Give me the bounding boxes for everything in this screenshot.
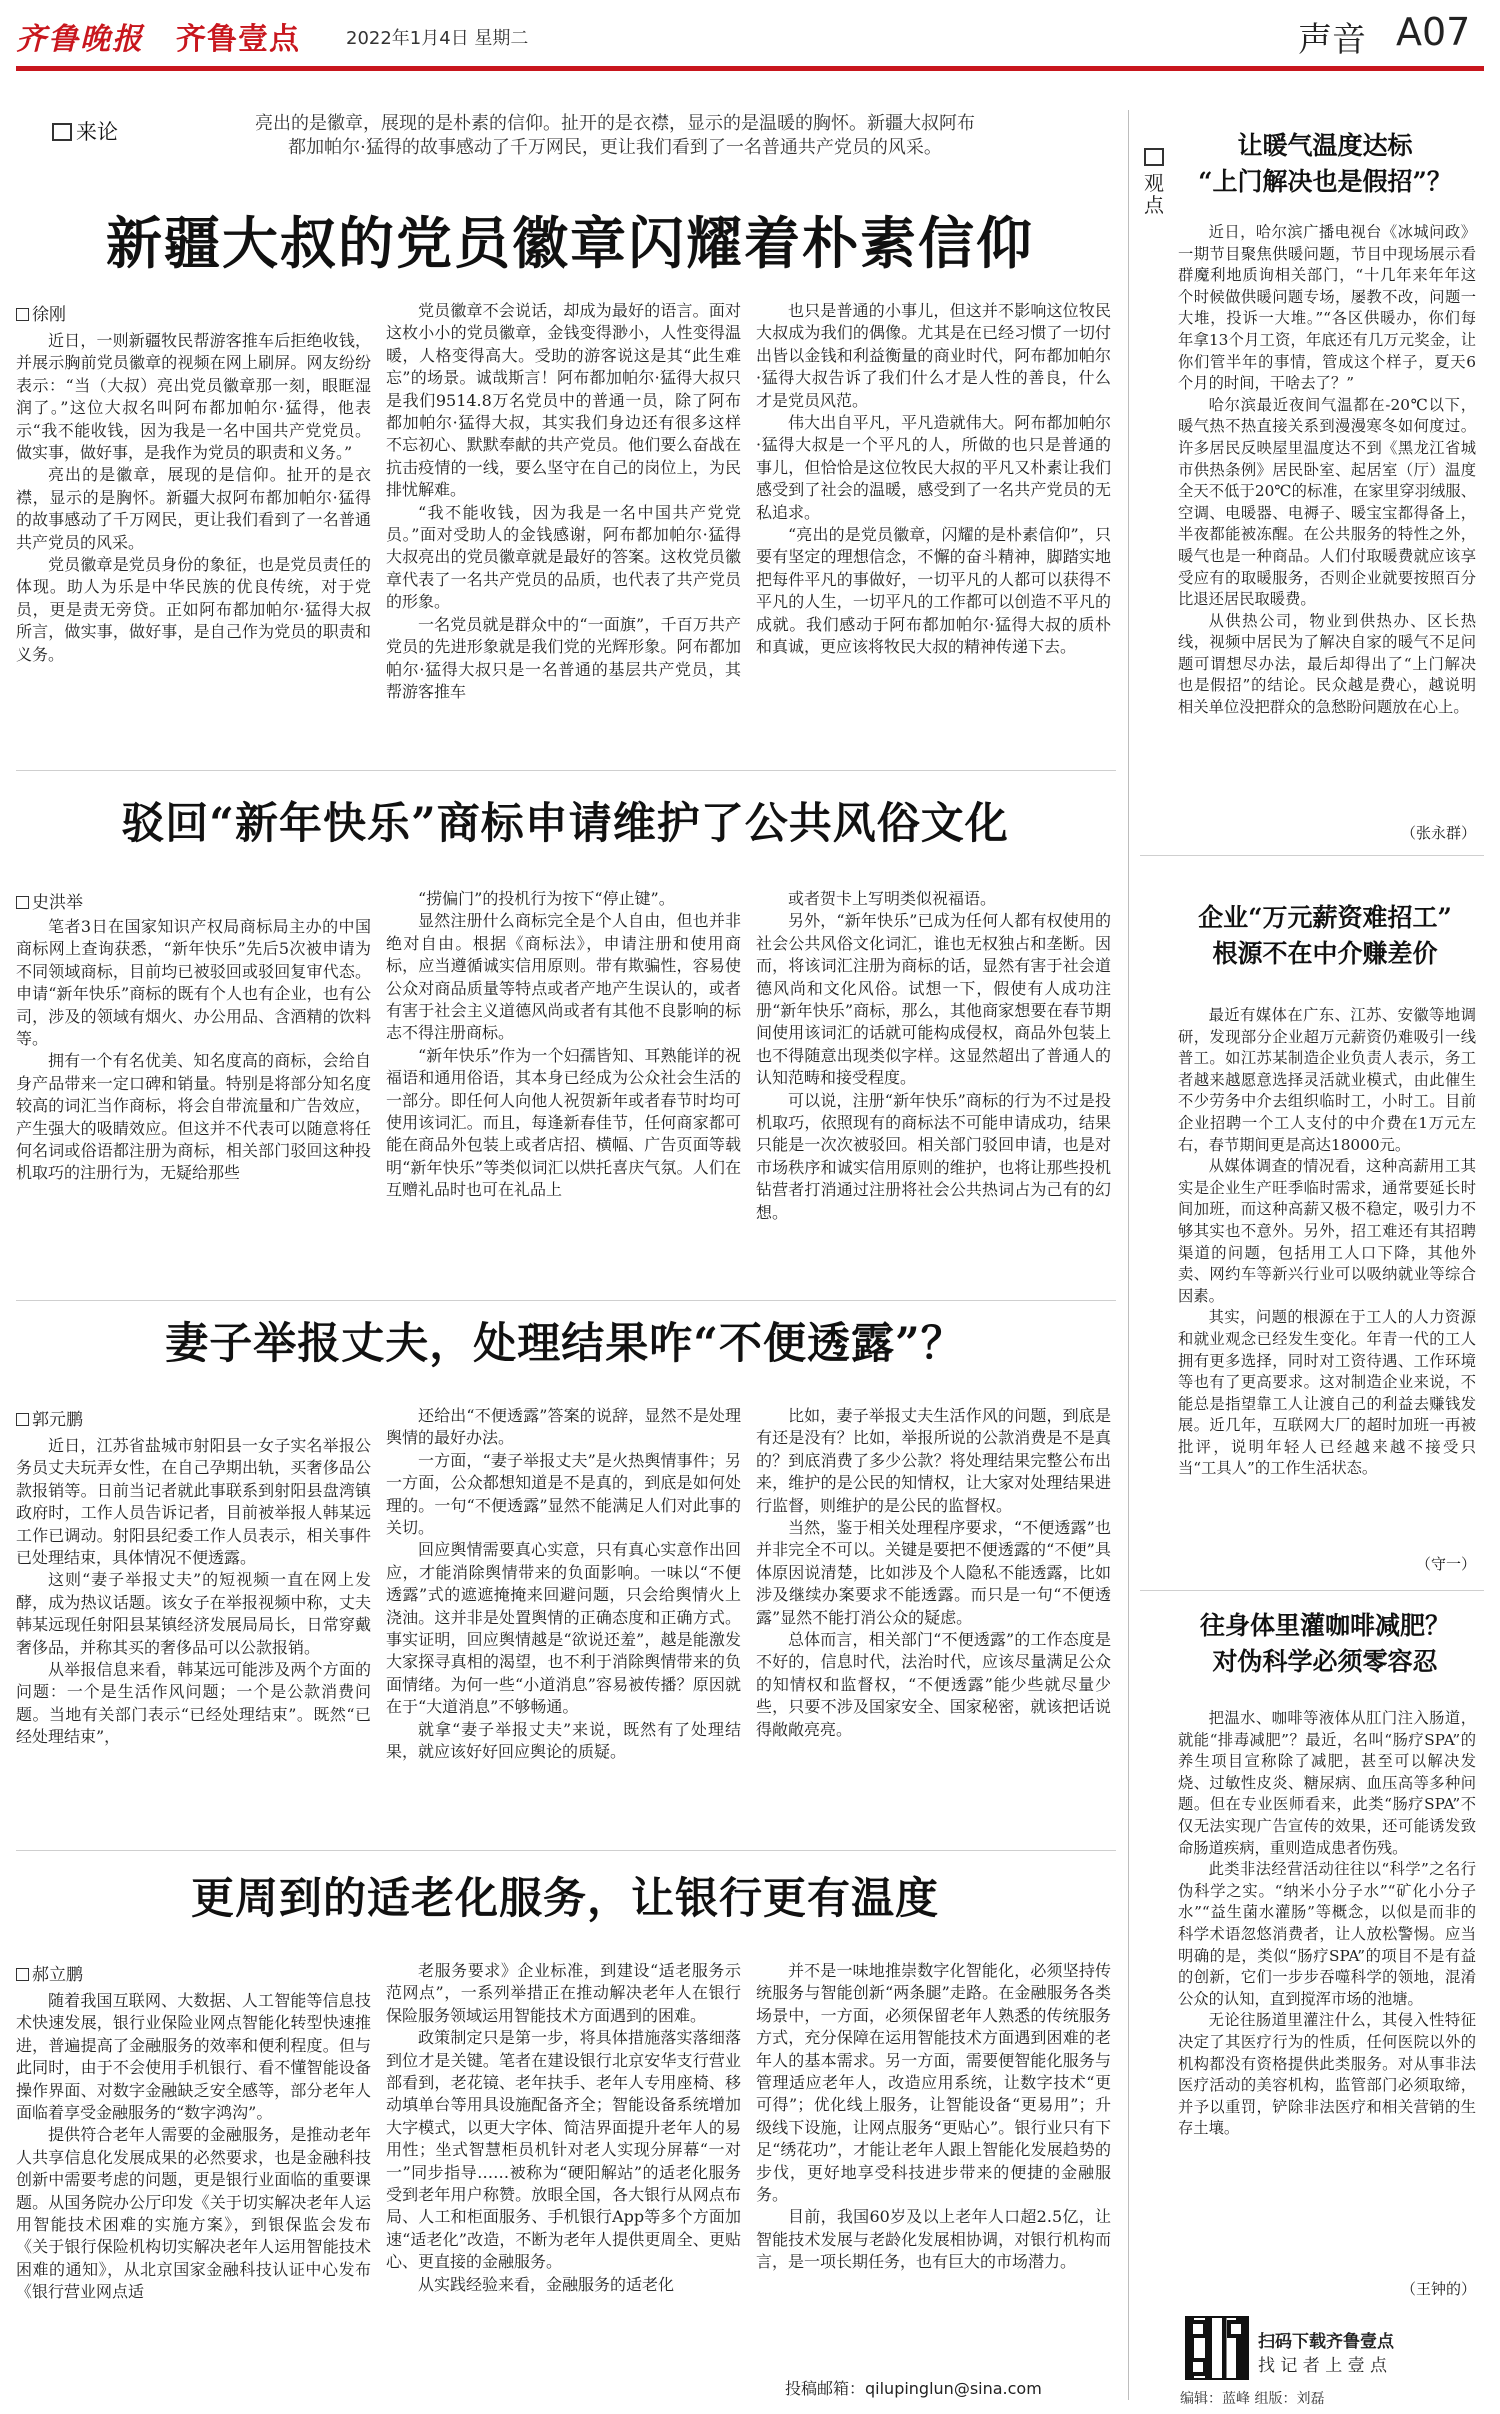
sidebar-item-2-title: 企业“万元薪资难招工” 根源不在中介赚差价 — [1198, 903, 1452, 968]
article-4-byline: 郝立鹏 — [16, 1960, 83, 1985]
masthead — [16, 8, 1484, 64]
sidebar-item-3-title: 往身体里灌咖啡减肥？ 对伪科学必须零容忍 — [1199, 1611, 1450, 1676]
sidebar-item-1-title: 让暖气温度达标 “上门解决也是假招”？ — [1198, 131, 1452, 196]
article-3-col-2: 还给出“不便透露”答案的说辞，显然不是处理舆情的最好办法。 一方面，“妻子举报丈夫”是火热舆情事件；另一方面，公众都想知道是不是真的，到底是如何处理的。一句“不便透露”显然不能满足人们对此事的关切。 回应舆情需要真心实意，只有真心实意作出回应，才能消除舆情带来的负面影响。一味以“不便透露”式的遮遮掩掩来回避问题，只会给舆情火上浇油。这并非是处置舆情的正确态度和正确方式。事实证明，回应舆情越是“欲说还羞”，越是能激发大家探寻真相的渴望，也不利于消除舆情带来的负面情绪。为何一些“小道消息”容易被传播？原因就在于“大道消息”不够畅通。 就拿“妻子举报丈夫”来说，既然有了处理结果，就应该好好回应舆论的质疑。 — [386, 1406, 741, 1762]
divider — [16, 770, 1116, 771]
article-4-col-2: 老服务要求》企业标准，到建设“适老服务示范网点”，一系列举措正在推动解决老年人在银行保险服务领域运用智能技术方面遇到的困难。 政策制定只是第一步，将具体措施落实落细落到位才是关键。笔者在建设银行北京安华支行营业部看到，老花镜、老年扶手、老年人专用座椅、移动填单台等用具设施配备齐全；智能设备系统增加大字模式，以更大字体、简洁界面提升老年人的易用性；坐式智慧柜员机针对老人实现分屏幕“一对一”同步指导……被称为“硬阳解站”的适老化服务受到老年用户称赞。放眼全国，各大银行从网点布局、人工和柜面服务、手机银行App等多个方面加速“适老化”改造，不断为老年人提供更周全、更贴心、更直接的金融服务。 从实践经验来看，金融服务的适老化 — [386, 1961, 741, 2294]
article-1-byline: 徐刚 — [16, 300, 66, 325]
sidebar-item-3-body: 把温水、咖啡等液体从肛门注入肠道，就能“排毒减肥”？最近，名叫“肠疗SPA”的养生项目宣称除了减肥，甚至可以解决发烧、过敏性皮炎、糖尿病、血压高等多种问题。但在专业医师看来，此类“肠疗SPA”不仅无法实现广告宣传的效果，还可能诱发致命肠道疾病，重则造成患者伤残。 此类非法经营活动往往以“科学”之名行伪科学之实。“纳米小分子水”“矿化小分子水”“益生菌水灌肠”等概念，以似是而非的科学术语忽悠消费者，让人放松警惕。应当明确的是，类似“肠疗SPA”的项目不是有益的创新，它们一步步吞噬科学的领地，混淆公众的认知，直到搅浑市场的池塘。 无论往肠道里灌注什么，其侵入性特征决定了其医疗行为的性质，任何医院以外的机构都没有资格提供此类服务。对从事非法医疗活动的美容机构，监管部门必须取缔，并予以重罚，铲除非法医疗和相关营销的生存土壤。 — [1178, 1709, 1476, 2138]
sidebar-item-2-body: 最近有媒体在广东、江苏、安徽等地调研，发现部分企业超万元薪资仍难吸引一线普工。如江苏某制造企业负责人表示，务工者越来越愿意选择灵活就业模式，由此催生不少劳务中介去组织临时工，小时工。目前企业招聘一个工人支付的中介费在1万元左右，春节期间更是高达18000元。 从媒体调查的情况看，这种高薪用工其实是企业生产旺季临时需求，通常要延长时间加班，而这种高薪又极不稳定，吸引力不够其实也不意外。另外，招工难还有其招聘渠道的问题，包括用工人口下降，其他外卖、网约车等新兴行业可以吸纳就业等综合因素。 其实，问题的根源在于工人的人力资源和就业观念已经发生变化。年青一代的工人拥有更多选择，同时对工资待遇、工作环境等也有了更高要求。这对制造企业来说，不能总是指望靠工人让渡自己的利益去赚钱发展。近几年，互联网大厂的超时加班一再被批评，说明年轻人已经越来越不接受只当“工具人”的工作生活状态。 — [1178, 1006, 1476, 1478]
column-rule — [1128, 110, 1129, 2400]
article-2-col-2: “捞偏门”的投机行为按下“停止键”。 显然注册什么商标完全是个人自由，但也并非绝对自由。根据《商标法》，申请注册和使用商标，应当遵循诚实信用原则。带有欺骗性，容易使公众对商品质量等特点或者产地产生误认的，或者有害于社会主义道德风尚或者有其他不良影响的标志不得注册商标。 “新年快乐”作为一个妇孺皆知、耳熟能详的祝福语和通用俗语，其本身已经成为公众社会生活的一部分。即任何人向他人祝贺新年或者春节时均可使用该词汇。而且，每逢新春佳节，任何商家都可能在商品外包装上或者店招、横幅、广告页面等载明“新年快乐”等类似词汇以烘托喜庆气氛。人们在互赠礼品时也可在礼品上 — [386, 889, 741, 1200]
article-1-col-1: 近日，一则新疆牧民帮游客推车后拒绝收钱，并展示胸前党员徽章的视频在网上刷屏。网友纷纷表示：“当（大叔）亮出党员徽章那一刻，眼眶湿润了。”这位大叔名叫阿布都加帕尔·猛得，他表示“我不能收钱，因为我是一名中国共产党党员。做实事，做好事，是我作为党员的职责和义务。” 亮出的是徽章，展现的是信仰。扯开的是衣襟，显示的是胸怀。新疆大叔阿布都加帕尔·猛得的故事感动了千万网民，更让我们看到了一名普通共产党员的风采。 党员徽章是党员身份的象征，也是党员责任的体现。助人为乐是中华民族的优良传统，对于党员，更是责无旁贷。正如阿布都加帕尔·猛得大叔所言，做实事，做好事，是自己作为党员的职责和义务。 — [16, 331, 371, 664]
divider — [1140, 1590, 1484, 1591]
divider — [16, 1300, 1116, 1301]
submission-email: 投稿邮箱：qilupinglun@sina.com — [785, 2379, 1042, 2398]
square-icon — [1144, 148, 1164, 166]
qr-caption: 扫码下载齐鲁壹点 找 记 者 上 壹 点 — [1258, 2332, 1394, 2376]
sidebar-item-1-body: 近日，哈尔滨广播电视台《冰城问政》一期节目聚焦供暖问题，节目中现场展示看群魔利地质询相关部门，“十几年来年年这个时候做供暖问题专场，屡教不改，问题一大堆，投诉一大堆。”“各区供暖办，你们每年拿13个月工资，年底还有几万元奖金，让你们管半年的事情，管成这个样子，夏天6个月的时间，干啥去了？” 哈尔滨最近夜间气温都在-20℃以下，暖气热不热直接关系到漫漫寒冬如何度过。许多居民反映屋里温度达不到《黑龙江省城市供热条例》居民卧室、起居室（厅）温度全天不低于20℃的标准，在家里穿羽绒服、空调、电暖器、电褥子、暖宝宝都得备上，半夜都能被冻醒。在公共服务的特性之外，暖气也是一种商品。人们付取暖费就应该享受应有的取暖服务，否则企业就要按照百分比退还居民取暖费。 从供热公司，物业到供热办、区长热线，视频中居民为了解决自家的暖气不足问题可谓想尽办法，最后却得出了“上门解决也是假招”的结论。民众越是费心，越说明相关单位没把群众的急愁盼问题放在心上。 — [1178, 223, 1476, 717]
article-4-headline: 更周到的适老化服务，让银行更有温度 — [191, 1874, 939, 1924]
article-4-col-3: 并不是一味地推崇数字化智能化，必须坚持传统服务与智能创新“两条腿”走路。在金融服务各类场景中，一方面，必须保留老年人熟悉的传统服务方式，充分保障在运用智能技术方面遇到困难的老年人的基本需求。另一方面，需要便智能化服务与管理适应老年人，改造应用系统，让数字技术“更可得”；优化线上服务，让智能设备“更易用”；升级线下设施，让网点服务“更贴心”。银行业只有下足“绣花功”，才能让老年人跟上智能化发展趋势的步伐，更好地享受科技进步带来的便捷的金融服务。 目前，我国60岁及以上老年人口超2.5亿，让智能技术发展与老龄化发展相协调，对银行机构而言，是一项长期任务，也有巨大的市场潜力。 — [756, 1961, 1111, 2272]
sidebar-item-3-signature: （王钟的） — [1400, 2280, 1476, 2298]
article-2-col-1: 笔者3日在国家知识产权局商标局主办的中国商标网上查询获悉，“新年快乐”先后5次被申请为不同领域商标，目前均已被驳回或驳回复审代态。申请“新年快乐”商标的既有个人也有企业，也有公司，涉及的领域有烟火、办公用品、含酒精的饮料等。 拥有一个有名优美、知名度高的商标，会给自身产品带来一定口碑和销量。特别是将部分知名度较高的词汇当作商标，将会自带流量和广告效应，产生强大的吸睛效应。但这并不代表可以随意将任何名词或俗语都注册为商标，相关部门驳回这种投机取巧的注册行为，无疑给那些 — [16, 917, 371, 1183]
sidebar-item-1-signature: （张永群） — [1400, 824, 1476, 842]
section-name: 声音 — [1298, 20, 1366, 60]
sidebar-item-2-signature: （守一） — [1415, 1555, 1476, 1573]
article-3-col-3: 比如，妻子举报丈夫生活作风的问题，到底是有还是没有？比如，举报所说的公款消费是不是真的？到底消费了多少公款？将处理结果完整公布出来，维护的是公民的知情权，让大家对处理结果进行监督，则维护的是公民的监督权。 当然，鉴于相关处理程序要求，“不便透露”也并非完全不可以。关键是要把不便透露的“不便”具体原因说清楚，比如涉及个人隐私不能透露，比如涉及继续办案要求不能透露。而只是一句“不便透露”显然不能打消公众的疑虑。 总体而言，相关部门“不便透露”的工作态度是不好的，信息时代，法治时代，应该尽量满足公众的知情权和监督权，“不便透露”能少些就尽量少些，只要不涉及国家安全、国家秘密，就该把话说得敞敞亮亮。 — [756, 1406, 1111, 1739]
article-2-byline: 史洪举 — [16, 888, 83, 913]
masthead-rule — [16, 66, 1484, 71]
sidebar-tag: 观点 — [1140, 148, 1168, 216]
square-icon — [16, 1413, 29, 1426]
article-1-col-3: 也只是普通的小事儿，但这并不影响这位牧民大叔成为我们的偶像。尤其是在已经习惯了一切付出皆以金钱和利益衡量的商业时代，阿布都加帕尔·猛得大叔告诉了我们什么才是人性的善良，什么才是党员风范。 伟大出自平凡，平凡造就伟大。阿布都加帕尔·猛得大叔是一个平凡的人，所做的也只是普通的事儿，但恰恰是这位牧民大叔的平凡又朴素让我们感受到了社会的温暖，感受到了一名共产党员的无私追求。 “亮出的是党员徽章，闪耀的是朴素信仰”，只要有坚定的理想信念，不懈的奋斗精神，脚踏实地把每件平凡的事做好，一切平凡的人都可以获得不平凡的人生，一切平凡的工作都可以创造不平凡的成就。我们感动于阿布都加帕尔·猛得大叔的质朴和真诚，更应该将牧民大叔的精神传递下去。 — [756, 301, 1111, 657]
article-3-headline: 妻子举报丈夫，处理结果咋“不便透露”？ — [165, 1319, 965, 1369]
article-3-byline: 郭元鹏 — [16, 1405, 83, 1430]
article-2-col-3: 或者贺卡上写明类似祝福语。 另外，“新年快乐”已成为任何人都有权使用的社会公共风俗文化词汇，谁也无权独占和垄断。因而，将该词汇注册为商标的话，显然有害于社会道德风尚和文化风俗。试想一下，假使有人成功注册“新年快乐”商标，那么，其他商家想要在春节期间使用该词汇的话就可能构成侵权，商品外包装上也不得随意出现类似字样。这显然超出了普通人的认知范畴和接受程度。 可以说，注册“新年快乐”商标的行为不过是投机取巧，依照现有的商标法不可能申请成功，结果只能是一次次被驳回。相关部门驳回申请，也是对市场秩序和诚实信用原则的维护，也将让那些投机钻营者打消通过注册将社会公共热词占为己有的幻想。 — [756, 889, 1111, 1222]
qr-code[interactable] — [1185, 2316, 1249, 2380]
page-number: A07 — [1396, 10, 1471, 54]
divider — [16, 1850, 1116, 1851]
lead-quote: 亮出的是徽章，展现的是朴素的信仰。扯开的是衣襟，显示的是温暖的胸怀。新疆大叔阿布都加帕尔·猛得的故事感动了千万网民，更让我们看到了一名普通共产党员的风采。 — [255, 113, 975, 158]
article-3-col-1: 近日，江苏省盐城市射阳县一女子实名举报公务员丈夫玩弄女性，在自己孕期出轨，买奢侈品公款报销等。日前当记者就此事联系到射阳县盘湾镇政府时，工作人员告诉记者，目前被举报人韩某远工作已调动。射阳县纪委工作人员表示，相关事件已处理结束，具体情况不便透露。 这则“妻子举报丈夫”的短视频一直在网上发酵，成为热议话题。该女子在举报视频中称，丈夫韩某远现任射阳县某镇经济发展局局长，日常穿戴奢侈品，并称其买的奢侈品可以公款报销。 从举报信息来看，韩某远可能涉及两个方面的问题：一个是生活作风问题；一个是公款消费问题。当地有关部门表示“已经处理结束”。既然“已经处理结束”， — [16, 1436, 371, 1747]
article-4-col-1: 随着我国互联网、大数据、人工智能等信息技术快速发展，银行业保险业网点智能化转型快速推进，普遍提高了金融服务的效率和便利程度。但与此同时，由于不会使用手机银行、看不懂智能设备操作界面、对数字金融缺乏安全感等，部分老年人面临着享受金融服务的“数字鸿沟”。 提供符合老年人需要的金融服务，是推动老年人共享信息化发展成果的必然要求，也是金融科技创新中需要考虑的问题，更是银行业面临的重要课题。从国务院办公厅印发《关于切实解决老年人运用智能技术困难的实施方案》，到银保监会发布《关于银行保险机构切实解决老年人运用智能技术困难的通知》，从北京国家金融科技认证中心发布《银行营业网点适 — [16, 1991, 371, 2302]
square-icon — [52, 123, 72, 141]
issue-date: 2022年1月4日 星期二 — [346, 28, 529, 49]
brand-logo-qilu-evening: 齐鲁晚报 — [16, 22, 144, 57]
square-icon — [16, 1968, 29, 1981]
divider — [1140, 855, 1484, 856]
square-icon — [16, 896, 29, 909]
square-icon — [16, 308, 29, 321]
brand-logo-qilu-yidian: 齐鲁壹点 — [176, 22, 300, 57]
editor-credits: 编辑：蓝峰 组版：刘磊 — [1180, 2391, 1325, 2407]
article-1-col-2: 党员徽章不会说话，却成为最好的语言。面对这枚小小的党员徽章，金钱变得渺小，人性变得温暖，人格变得高大。受助的游客说这是其“此生难忘”的场景。诚哉斯言！阿布都加帕尔·猛得大叔只是我们9514.8万名党员中的普通一员，除了阿布都加帕尔·猛得大叔，其实我们身边还有很多这样不忘初心、默默奉献的共产党员。他们要么奋战在抗击疫情的一线，要么坚守在自己的岗位上，为民排忧解难。 “我不能收钱，因为我是一名中国共产党党员。”面对受助人的金钱感谢，阿布都加帕尔·猛得大叔亮出的党员徽章就是最好的答案。这枚党员徽章代表了一名共产党员的品质，也代表了共产党员的形象。 一名党员就是群众中的“一面旗”，千百万共产党员的先进形象就是我们党的光辉形象。阿布都加帕尔·猛得大叔只是一名普通的基层共产党员，其帮游客推车 — [386, 301, 741, 701]
article-1-headline: 新疆大叔的党员徽章闪耀着朴素信仰 — [106, 211, 1034, 277]
column-tag: 来论 — [52, 116, 118, 146]
article-2-headline: 驳回“新年快乐”商标申请维护了公共风俗文化 — [121, 799, 1009, 849]
